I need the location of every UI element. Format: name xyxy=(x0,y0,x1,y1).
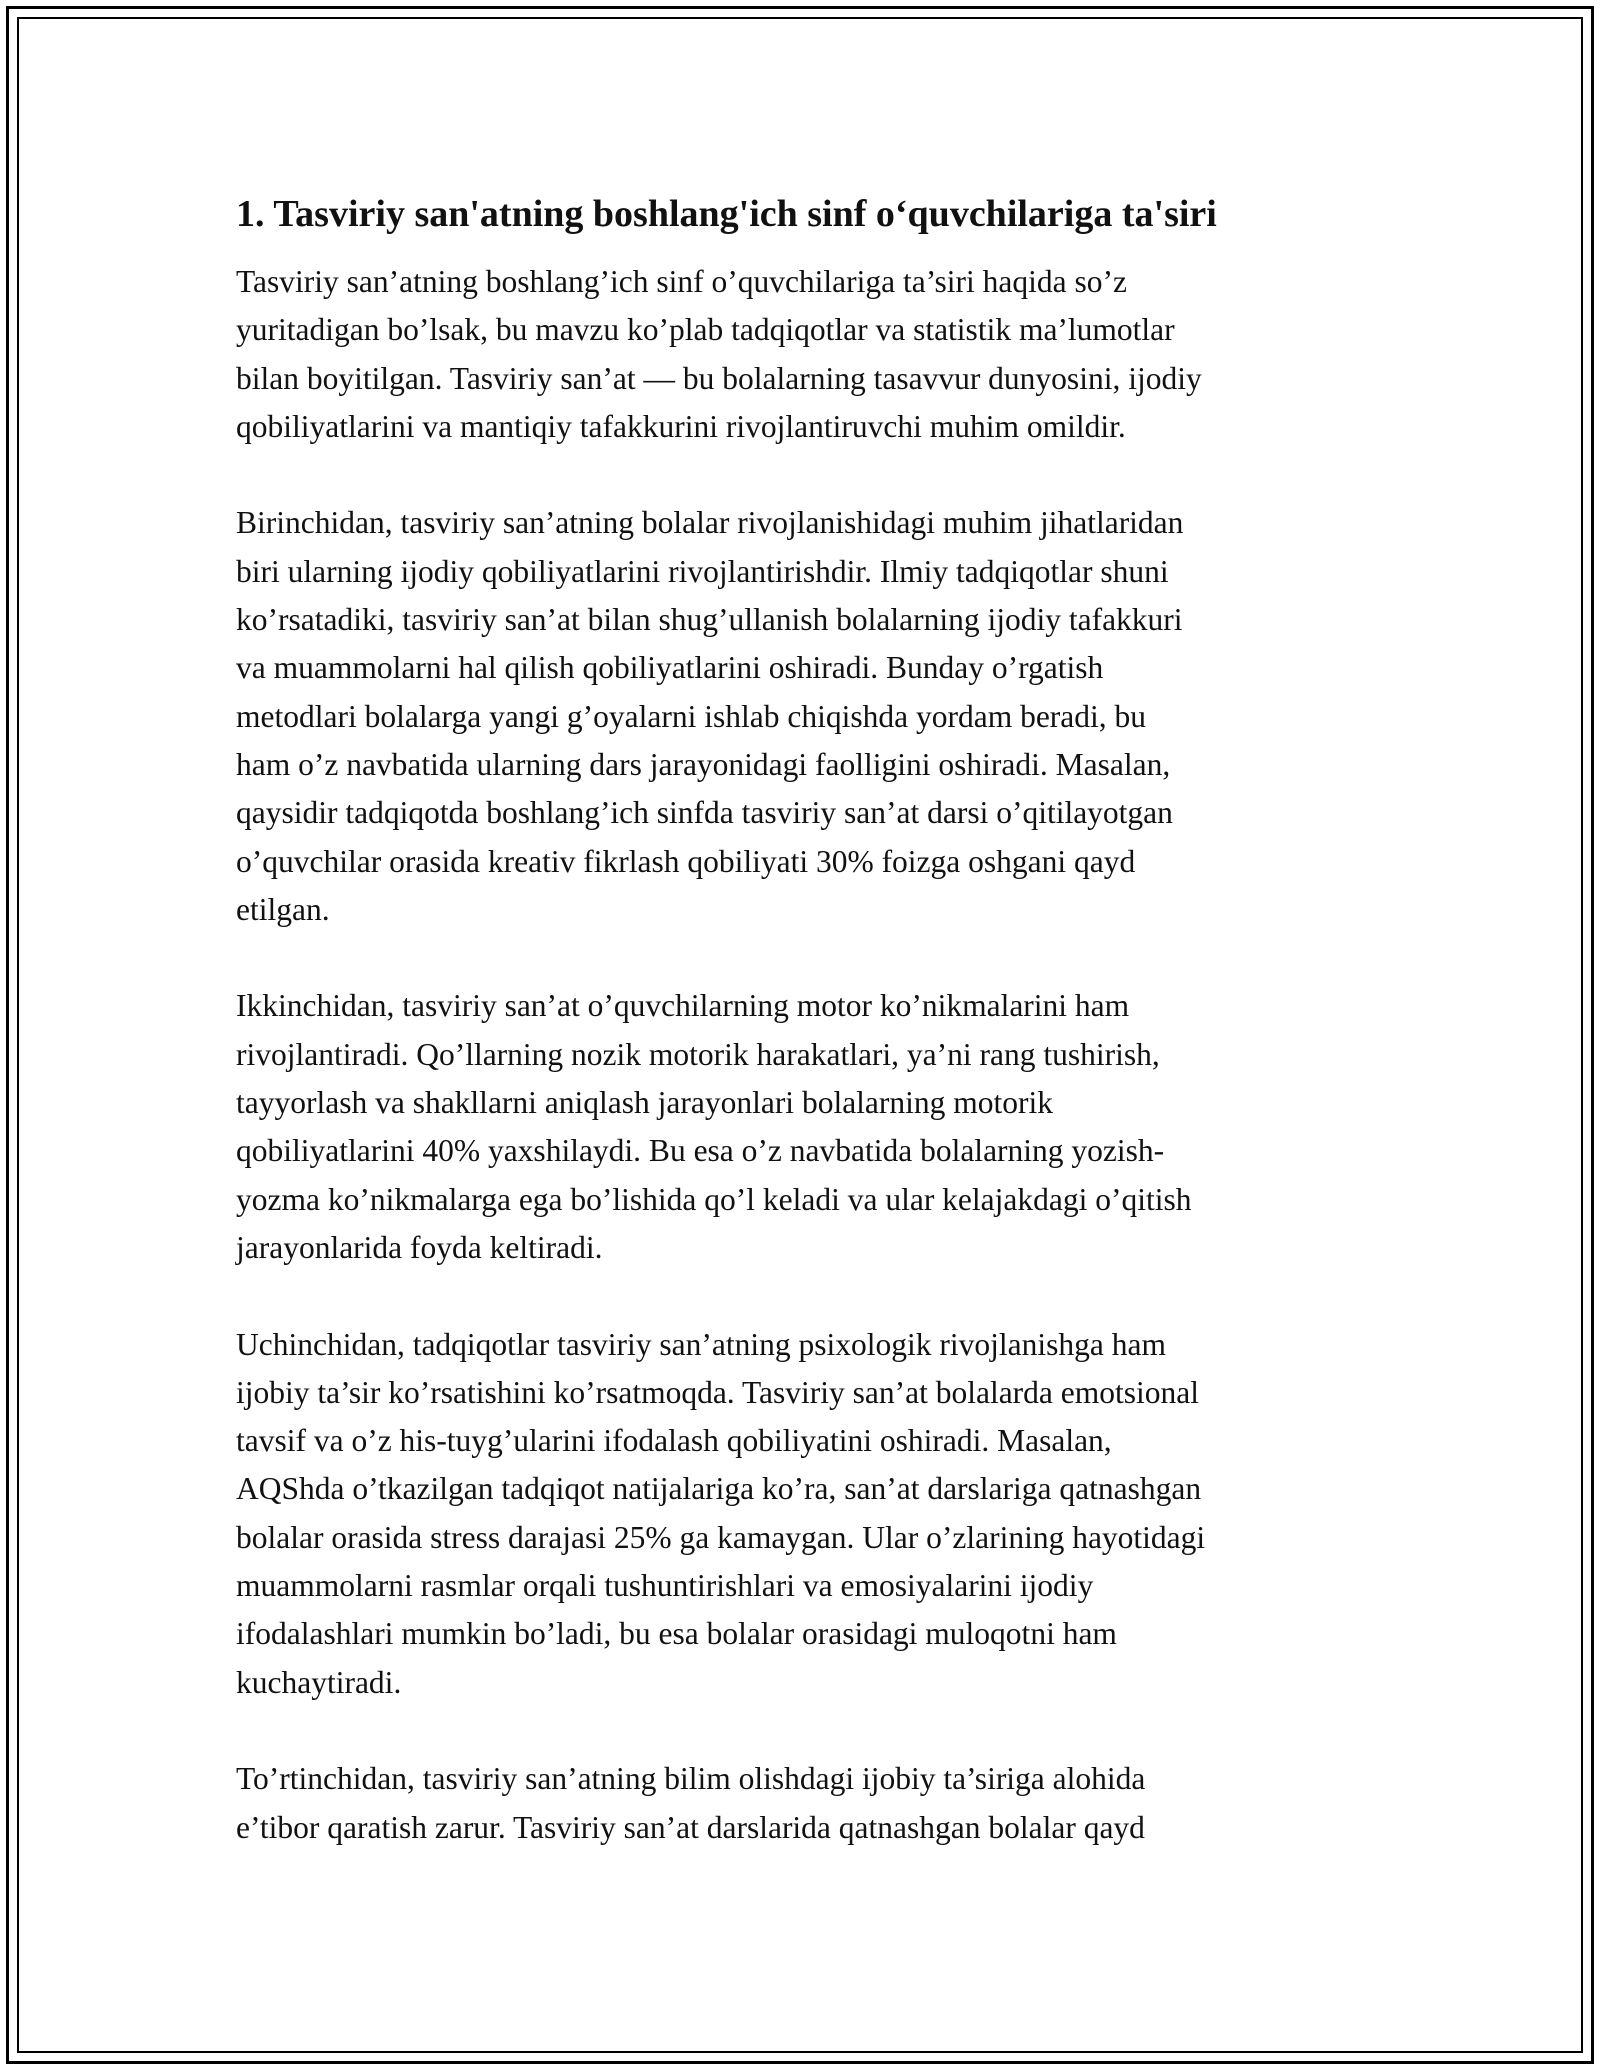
text-line: yozma ko’nikmalarga ega bo’lishida qo’l keladi va ular kelajakdagi o’qitish xyxy=(236,1181,1192,1217)
document-body xyxy=(236,188,1386,1900)
text-line: ham o’z navbatida ularning dars jarayonidagi faolligini oshiradi. Masalan, xyxy=(236,746,1171,782)
text-line: kuchaytiradi. xyxy=(236,1664,402,1700)
text-line: Birinchidan, tasviriy san’atning bolalar rivojlanishidagi muhim jihatlaridan xyxy=(236,505,1184,541)
paragraph-third xyxy=(236,1321,1386,1707)
text-line: qobiliyatlarini va mantiqiy tafakkurini rivojlantiruvchi muhim omildir. xyxy=(236,408,1126,444)
text-line: bilan boyitilgan. Tasviriy san’at — bu bolalarning tasavvur dunyosini, ijodiy xyxy=(236,360,1202,396)
text-line: To’rtinchidan, tasviriy san’atning bilim olishdagi ijobiy ta’siriga alohida xyxy=(236,1761,1146,1797)
text-line: qaysidir tadqiqotda boshlang’ich sinfda tasviriy san’at darsi o’qitilayotgan xyxy=(236,795,1173,831)
paragraph-intro xyxy=(236,258,1386,451)
text-line: AQShda o’tkazilgan tadqiqot natijalariga ko’ra, san’at darslariga qatnashgan xyxy=(236,1471,1202,1507)
text-line: yuritadigan bo’lsak, bu mavzu ko’plab tadqiqotlar va statistik ma’lumotlar xyxy=(236,312,1175,348)
text-line: o’quvchilar orasida kreativ fikrlash qobiliyati 30% foizga oshgani qayd xyxy=(236,843,1136,879)
text-line: va muammolarni hal qilish qobiliyatlarini oshiradi. Bunday o’rgatish xyxy=(236,650,1104,686)
text-line: tayyorlash va shakllarni aniqlash jarayonlari bolalarning motorik xyxy=(236,1085,1054,1121)
text-line: Ikkinchidan, tasviriy san’at o’quvchilarning motor ko’nikmalarini ham xyxy=(236,988,1130,1024)
text-line: e’tibor qaratish zarur. Tasviriy san’at darslarida qatnashgan bolalar qayd xyxy=(236,1809,1145,1845)
text-line: Uchinchidan, tadqiqotlar tasviriy san’atning psixologik rivojlanishga ham xyxy=(236,1326,1166,1362)
text-line: qobiliyatlarini 40% yaxshilaydi. Bu esa o’z navbatida bolalarning yozish- xyxy=(236,1133,1165,1169)
section-heading: 1. Tasviriy san'atning boshlang'ich sinf o‘quvchilariga ta'siri xyxy=(236,193,1217,235)
text-line: rivojlantiradi. Qo’llarning nozik motorik harakatlari, ya’ni rang tushirish, xyxy=(236,1036,1160,1072)
text-line: bolalar orasida stress darajasi 25% ga kamaygan. Ular o’zlarining hayotidagi xyxy=(236,1519,1206,1555)
text-line: ifodalashlari mumkin bo’ladi, bu esa bolalar orasidagi muloqotni ham xyxy=(236,1616,1117,1652)
paragraph-fourth xyxy=(236,1755,1386,1852)
text-line: jarayonlarida foyda keltiradi. xyxy=(236,1229,603,1265)
text-line: etilgan. xyxy=(236,891,330,927)
paragraph-first xyxy=(236,499,1386,934)
text-line: metodlari bolalarga yangi g’oyalarni ishlab chiqishda yordam beradi, bu xyxy=(236,698,1147,734)
text-line: biri ularning ijodiy qobiliyatlarini rivojlantirishdir. Ilmiy tadqiqotlar shuni xyxy=(236,553,1169,589)
text-line: tavsif va o’z his-tuyg’ularini ifodalash qobiliyatini oshiradi. Masalan, xyxy=(236,1423,1112,1459)
text-line: muammolarni rasmlar orqali tushuntirishlari va emosiyalarini ijodiy xyxy=(236,1568,1094,1604)
text-line: Tasviriy san’atning boshlang’ich sinf o’quvchilariga ta’siri haqida so’z xyxy=(236,264,1127,299)
paragraph-second xyxy=(236,982,1386,1272)
text-line: ijobiy ta’sir ko’rsatishini ko’rsatmoqda. Tasviriy san’at bolalarda emotsional xyxy=(236,1374,1200,1410)
text-line: ko’rsatadiki, tasviriy san’at bilan shug’ullanish bolalarning ijodiy tafakkuri xyxy=(236,602,1183,638)
